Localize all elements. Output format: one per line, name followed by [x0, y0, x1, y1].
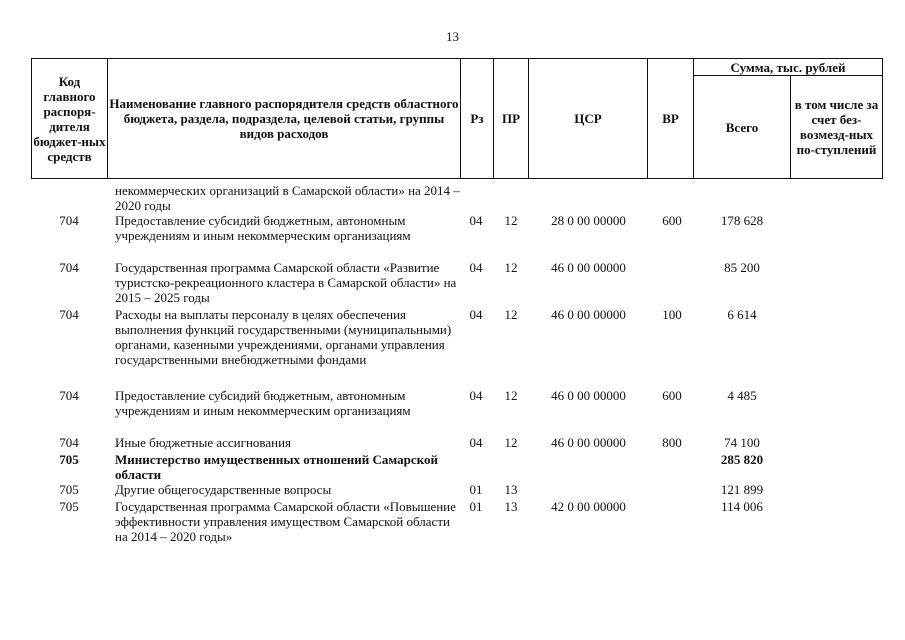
row-rz: 04	[469, 435, 483, 450]
row-total: 121 899	[720, 482, 764, 497]
table-body	[31, 183, 883, 559]
row-name: Министерство имущественных отношений Самарской области	[115, 452, 438, 482]
header-col-line	[107, 58, 108, 179]
row-code: 704	[59, 388, 79, 403]
header-total: Всего	[725, 119, 759, 135]
row-pr: 12	[504, 307, 518, 322]
row-csr: 46 0 00 00000	[551, 307, 626, 322]
row-name: Государственная программа Самарской области «Повышение эффективности управления имуществом Самарской области на 2014 – 2020 годы»	[115, 499, 456, 544]
row-rz: 04	[469, 213, 483, 228]
row-vr: 600	[662, 388, 682, 403]
row-name: Другие общегосударственные вопросы	[115, 482, 332, 497]
header-vr: ВР	[662, 111, 679, 126]
row-name: Расходы на выплаты персоналу в целях обеспечения выполнения функций государственными (муниципальными) органами, казенными учреждениями, органами управления государственными внебюджетными фондами	[115, 307, 452, 367]
row-rz: 04	[469, 388, 483, 403]
row-total: 114 006	[721, 499, 763, 514]
row-csr: 46 0 00 00000	[551, 435, 626, 450]
table-row	[31, 183, 883, 213]
row-code: 704	[59, 213, 79, 228]
row-total: 178 628	[720, 213, 764, 228]
row-pr: 13	[504, 499, 518, 514]
header-csr: ЦСР	[574, 111, 602, 126]
row-name: некоммерческих организаций в Самарской области» на 2014 – 2020 годы	[115, 183, 460, 213]
row-csr: 46 0 00 00000	[551, 388, 626, 403]
row-pr: 12	[504, 260, 518, 275]
row-vr: 600	[662, 213, 682, 228]
row-code: 704	[59, 307, 79, 322]
row-code: 704	[59, 260, 79, 275]
table-row	[31, 499, 883, 559]
row-pr: 12	[504, 435, 518, 450]
table-header	[31, 58, 883, 179]
row-vr: 100	[662, 307, 682, 322]
header-sum: Сумма, тыс. рублей	[730, 59, 846, 75]
row-csr: 42 0 00 00000	[551, 499, 626, 514]
header-pr: ПР	[501, 111, 521, 126]
row-code: 705	[59, 482, 79, 497]
row-name: Предоставление субсидий бюджетным, автономным учреждениям и иным некоммерческим организациям	[115, 213, 411, 243]
table-row	[31, 260, 883, 307]
row-name: Государственная программа Самарской области «Развитие туристско-рекреационного кластера в Самарской области» на 2015 – 2025 годы	[115, 260, 457, 305]
header-name: Наименование главного распорядителя средств областного бюджета, раздела, подраздела, целевой статьи, группы видов расходов	[109, 96, 459, 141]
row-total: 6 614	[727, 307, 757, 322]
row-total: 4 485	[727, 388, 757, 403]
row-csr: 28 0 00 00000	[551, 213, 626, 228]
row-total: 85 200	[724, 260, 760, 275]
table-row	[31, 213, 883, 260]
row-vr: 800	[662, 435, 682, 450]
row-name: Иные бюджетные ассигнования	[115, 435, 292, 450]
header-free: в том числе за счет без-возмезд-ных по-ступлений	[794, 97, 879, 157]
row-code: 705	[59, 452, 79, 467]
row-code: 704	[59, 435, 79, 450]
table-row	[31, 307, 883, 388]
header-rz: Рз	[470, 111, 484, 126]
row-total: 285 820	[720, 452, 764, 467]
header-code: Код главного распоря-дителя бюджет-ных средств	[33, 73, 106, 164]
row-pr: 12	[504, 388, 518, 403]
page-number: 13	[446, 29, 459, 44]
row-code: 705	[59, 499, 79, 514]
row-csr: 46 0 00 00000	[551, 260, 626, 275]
row-rz: 01	[469, 499, 483, 514]
row-pr: 12	[504, 213, 518, 228]
row-rz: 04	[469, 307, 483, 322]
header-bottom-border	[31, 178, 883, 179]
table-row	[31, 452, 883, 482]
row-pr: 13	[504, 482, 518, 497]
row-name: Предоставление субсидий бюджетным, автономным учреждениям и иным некоммерческим организациям	[115, 388, 411, 418]
row-total: 74 100	[724, 435, 760, 450]
row-rz: 01	[469, 482, 483, 497]
header-col-line	[882, 58, 883, 179]
table-row	[31, 482, 883, 499]
table-row	[31, 388, 883, 435]
row-rz: 04	[469, 260, 483, 275]
table-row	[31, 435, 883, 452]
